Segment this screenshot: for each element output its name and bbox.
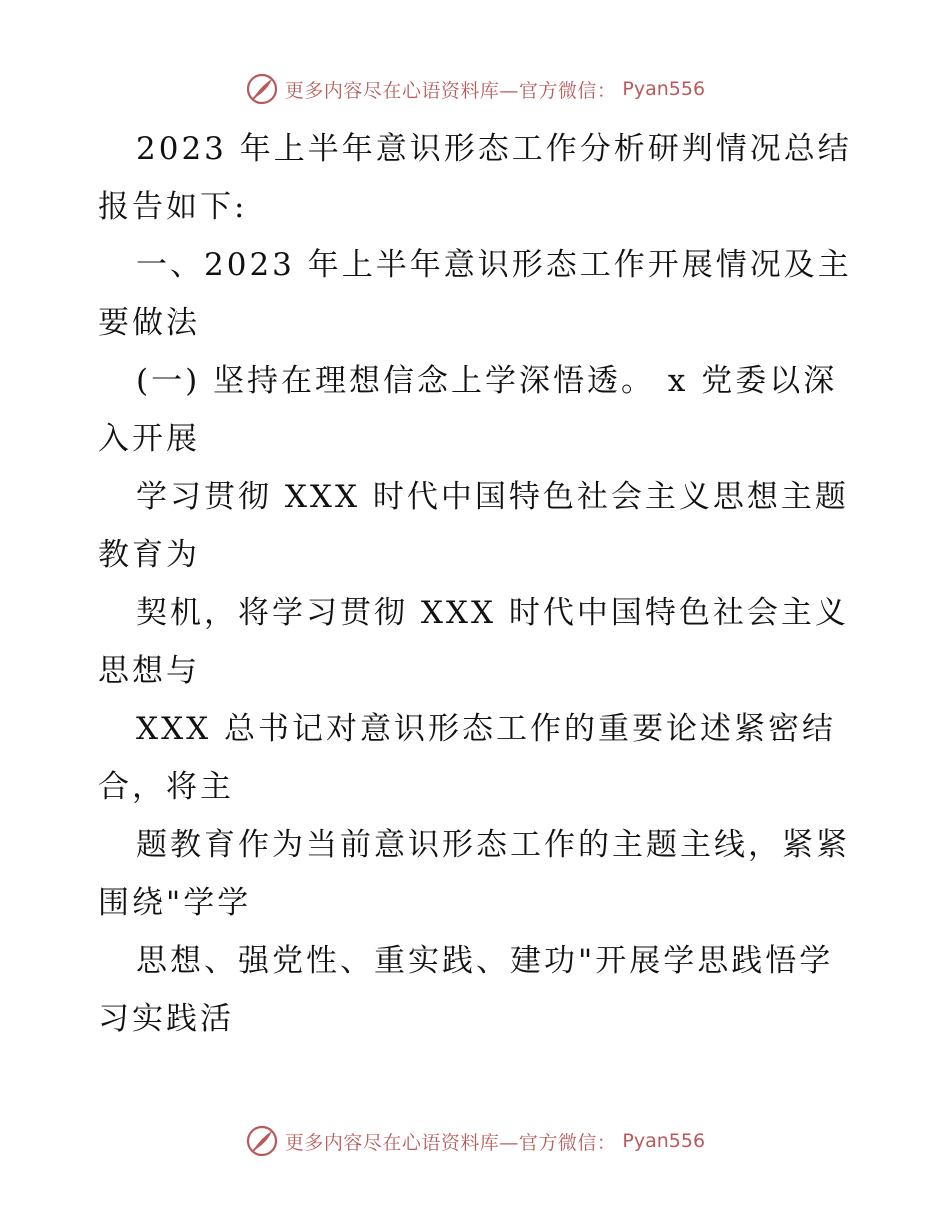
text-line: 合，将主 xyxy=(98,769,234,805)
text-line: 题教育作为当前意识形态工作的主题主线，紧紧 xyxy=(136,827,850,863)
text-line: (一) 坚持在理想信念上学深悟透。 x 党委以深 xyxy=(136,363,838,399)
body-text xyxy=(98,120,852,1048)
text-line: 报告如下: xyxy=(98,189,248,225)
text-line: 一、2023 年上半年意识形态工作开展情况及主 xyxy=(136,247,852,283)
text-line: 入开展 xyxy=(98,421,200,457)
watermark-footer xyxy=(0,1124,950,1158)
text-line: 思想与 xyxy=(98,653,200,689)
text-line: 思想、强党性、重实践、建功"开展学思践悟学 xyxy=(136,943,834,979)
text-line: 契机，将学习贯彻 XXX 时代中国特色社会主义 xyxy=(136,595,849,631)
quill-logo-icon xyxy=(245,72,279,106)
text-line: XXX 总书记对意识形态工作的重要论述紧密结 xyxy=(136,711,837,747)
watermark-header xyxy=(0,72,950,106)
text-line: 2023 年上半年意识形态工作分析研判情况总结 xyxy=(136,131,852,167)
quill-logo-icon xyxy=(245,1124,279,1158)
text-line: 学习贯彻 XXX 时代中国特色社会主义思想主题 xyxy=(136,479,849,515)
text-line: 要做法 xyxy=(98,305,200,341)
text-line: 习实践活 xyxy=(98,1001,234,1037)
text-line: 教育为 xyxy=(98,537,200,573)
watermark-text: 更多内容尽在心语资料库—官方微信： xyxy=(284,1131,617,1154)
watermark-id: Pyan556 xyxy=(622,1130,706,1152)
watermark-text: 更多内容尽在心语资料库—官方微信： xyxy=(284,79,617,102)
text-line: 围绕"学学 xyxy=(98,885,252,921)
watermark-id: Pyan556 xyxy=(622,78,706,100)
